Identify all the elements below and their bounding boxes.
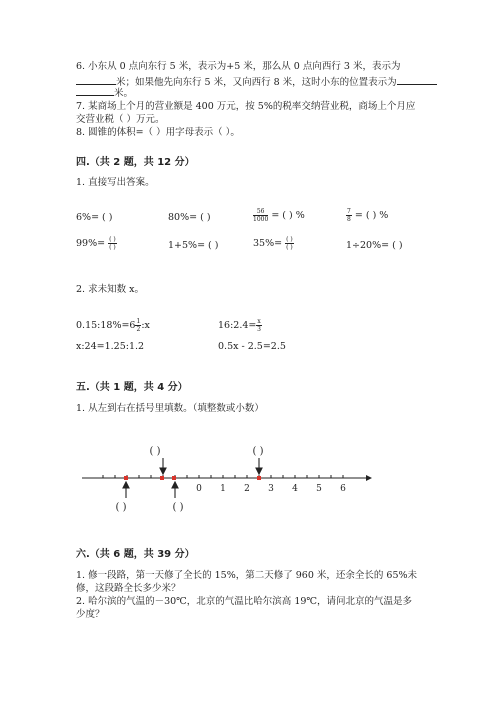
section4-q1-title: 1. 直接写出答案。 bbox=[76, 177, 155, 188]
section5-q1-title: 1. 从左到右在括号里填数。（填整数或小数） bbox=[76, 403, 264, 414]
s6-q2-line2: 少度？ bbox=[76, 609, 105, 620]
fraction: $\frac{56}{1000}$ bbox=[253, 208, 269, 223]
s6-q1-line2: 修，这段路全长多少米？ bbox=[76, 583, 181, 594]
fraction: $\frac{( )}{( )}$ bbox=[286, 236, 293, 251]
calc-fraction-56: $\frac{56}{1000}$ = ( ) % bbox=[253, 208, 305, 223]
down-arrow-head-icon bbox=[160, 468, 166, 474]
answer-paren[interactable]: ( ) bbox=[115, 502, 127, 513]
q8: 8. 圆锥的体积=（ ）用字母表示（ ）。 bbox=[76, 127, 240, 138]
answer-blank[interactable] bbox=[76, 86, 114, 96]
section4-q2-title: 2. 求未知数 x。 bbox=[76, 284, 144, 295]
point-marker bbox=[160, 476, 164, 480]
up-arrow-head-icon bbox=[172, 482, 178, 488]
answer-blank[interactable] bbox=[76, 75, 116, 85]
calc-1-div-20-percent: 1÷20%= ( ) bbox=[346, 240, 403, 251]
equation-3: x:24=1.25:1.2 bbox=[76, 341, 145, 352]
q6-line3 bbox=[76, 86, 133, 100]
tick-label-1: 1 bbox=[220, 484, 226, 494]
q6-line1: 6. 小东从 0 点向东行 5 米，表示为+5 米，那么从 0 点向西行 3 米，表示为 bbox=[76, 61, 401, 72]
equation-4: 0.5x - 2.5=2.5 bbox=[218, 341, 286, 352]
down-arrow-head-icon bbox=[256, 468, 262, 474]
calc-6-percent: 6%= ( ) bbox=[76, 212, 113, 223]
tick-marks bbox=[103, 475, 343, 478]
point-marker bbox=[257, 476, 261, 480]
answer-paren[interactable]: ( ) bbox=[149, 446, 161, 457]
tick-label-0: 0 bbox=[196, 484, 202, 494]
number-line-figure bbox=[0, 430, 500, 520]
calc-fraction-7: $\frac{7}{8}$ = ( ) % bbox=[347, 208, 389, 223]
point-marker bbox=[172, 476, 176, 480]
q7-line1: 7. 某商场上个月的营业额是 400 万元，按 5%的税率交纳营业税，商场上个月应 bbox=[76, 101, 416, 112]
tick-label-4: 4 bbox=[292, 484, 298, 494]
q7-line2: 交营业税（ ）万元。 bbox=[76, 114, 165, 125]
section5-heading: 五.（共 1 题，共 4 分） bbox=[76, 382, 188, 393]
answer-blank[interactable] bbox=[397, 75, 437, 85]
answer-paren[interactable]: ( ) bbox=[172, 502, 184, 513]
calc-80-percent: 80%= ( ) bbox=[168, 212, 211, 223]
equation-1: 0.15:18%=6 $\frac{1}{2}$ :x bbox=[76, 318, 150, 333]
s6-q2-line1: 2. 哈尔滨的气温的－30℃，北京的气温比哈尔滨高 19℃，请问北京的气温是多 bbox=[76, 596, 413, 607]
tick-label-6: 6 bbox=[340, 484, 346, 494]
fraction: $\frac{7}{8}$ bbox=[347, 208, 351, 223]
q6-line2-text: 米；如果他先向东行 5 米，又向西行 8 米，这时小东的位置表示为 bbox=[116, 77, 397, 88]
answer-paren[interactable]: ( ) bbox=[252, 446, 264, 457]
q6-line3-text: 米。 bbox=[114, 88, 134, 99]
point-marker bbox=[124, 476, 128, 480]
section6-heading: 六.（共 6 题，共 39 分） bbox=[76, 549, 195, 560]
equation-2: 16:2.4= $\frac{x}{3}$ bbox=[218, 318, 261, 333]
s6-q1-line1: 1. 修一段路，第一天修了全长的 15%，第二天修了 960 米，还余全长的 65%未 bbox=[76, 570, 418, 581]
calc-99-percent: 99%= $\frac{( )}{( )}$ bbox=[76, 236, 116, 251]
tick-label-5: 5 bbox=[316, 484, 322, 494]
tick-label-2: 2 bbox=[244, 484, 250, 494]
fraction: $\frac{x}{3}$ bbox=[257, 318, 261, 333]
calc-1-plus-5-percent: 1+5%= ( ) bbox=[168, 240, 219, 251]
fraction: $\frac{1}{2}$ bbox=[136, 318, 141, 333]
section4-heading: 四.（共 2 题，共 12 分） bbox=[76, 157, 195, 168]
calc-35-percent: 35%= $\frac{( )}{( )}$ bbox=[253, 236, 293, 251]
fraction: $\frac{( )}{( )}$ bbox=[109, 236, 116, 251]
axis-arrow-icon bbox=[366, 475, 372, 481]
tick-label-3: 3 bbox=[268, 484, 274, 494]
up-arrow-head-icon bbox=[123, 482, 129, 488]
